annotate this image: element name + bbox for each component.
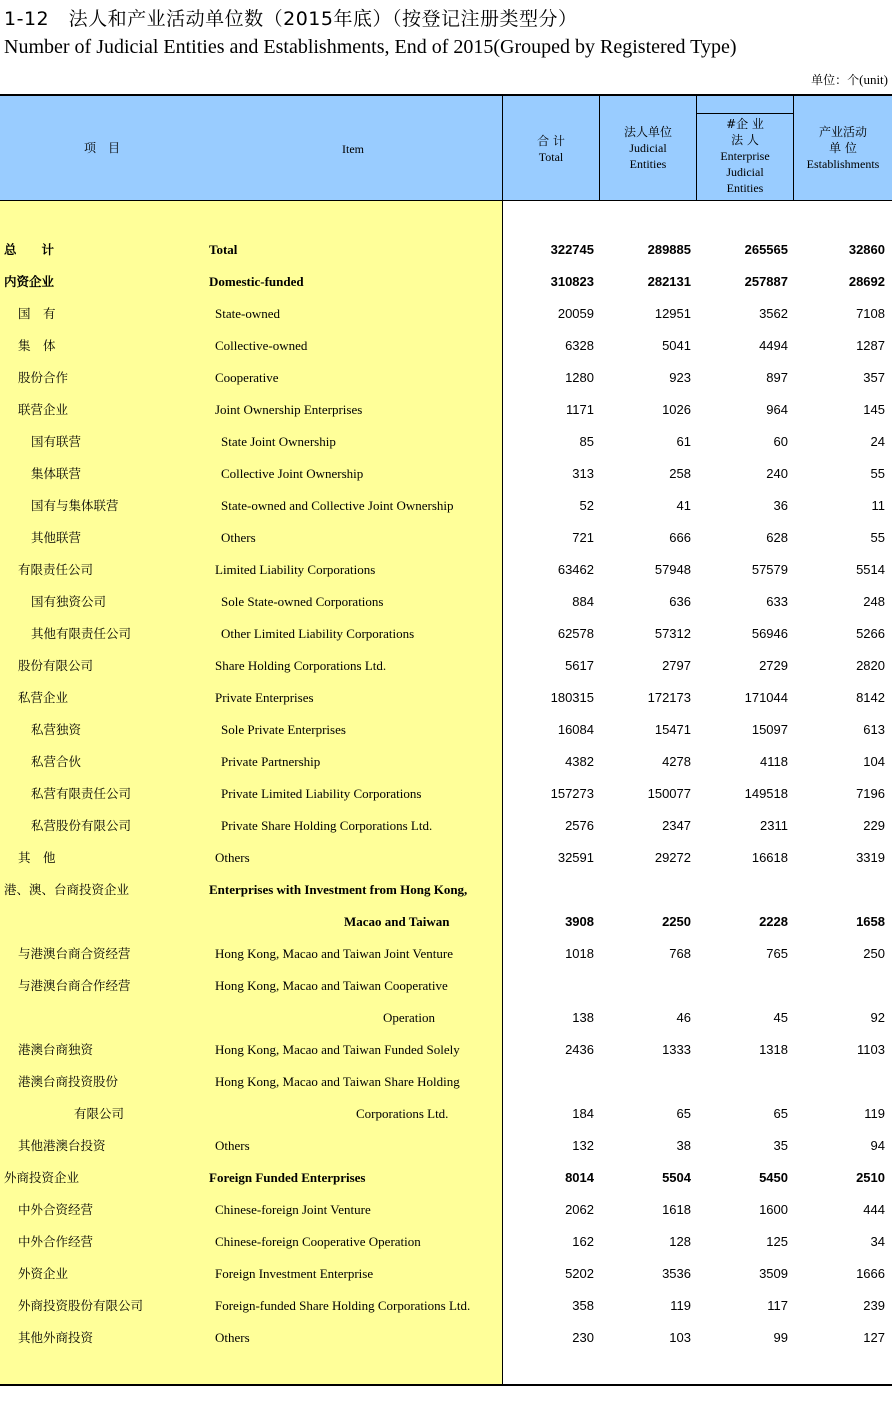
header-item-cn: 项 目 <box>84 141 121 155</box>
cell-judicial: 57948 <box>654 562 691 577</box>
table-row <box>0 1002 892 1034</box>
table-row <box>0 298 892 330</box>
cell-total: 1018 <box>565 946 594 961</box>
header-judicial-en2: Entities <box>629 157 667 171</box>
cell-establishments: 104 <box>863 754 885 769</box>
row-label-en: State-owned and Collective Joint Ownership <box>221 498 454 513</box>
cell-total: 8014 <box>565 1170 594 1185</box>
cell-enterprise: 60 <box>773 434 788 449</box>
row-label-cn: 总 计 <box>4 242 55 257</box>
table-row <box>0 1098 892 1130</box>
cell-enterprise: 4118 <box>760 754 788 769</box>
table-row <box>0 682 892 714</box>
row-label-en: Others <box>215 850 250 865</box>
table-row <box>0 234 892 266</box>
row-label-cn: 港、澳、台商投资企业 <box>4 882 130 897</box>
cell-judicial: 258 <box>669 466 691 481</box>
cell-judicial: 61 <box>676 434 691 449</box>
header-judicial-label <box>600 124 696 172</box>
header-establishments-label <box>794 124 892 172</box>
cell-total: 3908 <box>565 914 594 929</box>
cell-judicial: 65 <box>676 1106 691 1121</box>
table-row <box>0 714 892 746</box>
cell-judicial: 3536 <box>662 1266 691 1281</box>
header-total-cell <box>503 96 600 201</box>
cell-total: 310823 <box>550 274 594 289</box>
cell-total: 180315 <box>550 690 594 705</box>
cell-establishments: 8142 <box>856 690 885 705</box>
cell-judicial: 103 <box>669 1330 691 1345</box>
cell-establishments: 24 <box>870 434 885 449</box>
table-row <box>0 362 892 394</box>
row-label-cn: 其他联营 <box>31 530 82 545</box>
cell-judicial: 666 <box>669 530 691 545</box>
row-label-cn: 其他外商投资 <box>18 1330 94 1345</box>
row-label-en: Others <box>221 530 256 545</box>
table-row <box>0 490 892 522</box>
table-row <box>0 426 892 458</box>
cell-judicial: 2797 <box>662 658 691 673</box>
row-label-cn: 外商投资股份有限公司 <box>18 1298 144 1313</box>
cell-establishments: 119 <box>864 1106 885 1121</box>
cell-establishments: 1658 <box>856 914 885 929</box>
row-label-en: Collective Joint Ownership <box>221 466 364 481</box>
cell-establishments: 613 <box>863 722 885 737</box>
row-label-cn: 国 有 <box>18 306 56 321</box>
row-label-cn: 港澳台商独资 <box>18 1042 94 1057</box>
cell-judicial: 5504 <box>662 1170 691 1185</box>
cell-judicial: 768 <box>669 946 691 961</box>
header-enterprise-en2: Judicial <box>726 165 764 179</box>
row-label-en: Foreign Investment Enterprise <box>215 1266 374 1281</box>
table-row <box>0 618 892 650</box>
row-label-en: Collective-owned <box>215 338 308 353</box>
cell-judicial: 2250 <box>662 914 691 929</box>
cell-judicial: 29272 <box>654 850 691 865</box>
cell-total: 1280 <box>565 370 594 385</box>
row-label-cn: 有限责任公司 <box>18 562 94 577</box>
row-label-en: Others <box>215 1138 250 1153</box>
cell-judicial: 57312 <box>654 626 691 641</box>
cell-establishments: 55 <box>870 466 885 481</box>
cell-judicial: 1333 <box>662 1042 691 1057</box>
cell-judicial: 1026 <box>662 402 691 417</box>
row-label-cn: 集 体 <box>18 338 56 353</box>
cell-judicial: 172173 <box>647 690 691 705</box>
header-judicial-cell <box>600 96 697 201</box>
row-label-cn: 中外合作经营 <box>18 1234 94 1249</box>
cell-enterprise: 3509 <box>759 1266 788 1281</box>
row-label-cn: 其他有限责任公司 <box>31 626 132 641</box>
cell-judicial: 150077 <box>647 786 691 801</box>
cell-enterprise: 3562 <box>759 306 788 321</box>
cell-establishments: 127 <box>863 1330 885 1345</box>
cell-establishments: 2510 <box>856 1170 885 1185</box>
cell-enterprise: 171044 <box>744 690 788 705</box>
cell-establishments: 55 <box>870 530 885 545</box>
header-enterprise-spacer <box>697 96 794 113</box>
cell-establishments: 5266 <box>856 626 885 641</box>
cell-judicial: 128 <box>669 1234 691 1249</box>
cell-enterprise: 15097 <box>751 722 788 737</box>
cell-enterprise: 5450 <box>759 1170 788 1185</box>
row-label-cn: 外资企业 <box>18 1266 69 1281</box>
cell-establishments: 2820 <box>856 658 885 673</box>
row-label-cn: 股份有限公司 <box>18 658 94 673</box>
table-row <box>0 970 892 1002</box>
cell-judicial: 38 <box>676 1138 691 1153</box>
cell-total: 1171 <box>566 402 594 417</box>
row-label-en: Chinese-foreign Cooperative Operation <box>215 1234 421 1249</box>
row-label-en: Operation <box>383 1010 435 1025</box>
row-label-cn: 私营有限责任公司 <box>31 786 132 801</box>
row-label-en: Others <box>215 1330 250 1345</box>
table-row <box>0 1322 892 1354</box>
cell-establishments: 1103 <box>857 1042 885 1057</box>
table-row <box>0 266 892 298</box>
row-label-cn: 私营合伙 <box>31 754 82 769</box>
row-label-en: Joint Ownership Enterprises <box>215 402 363 417</box>
cell-establishments: 7196 <box>856 786 885 801</box>
header-enterprise-cell <box>697 113 794 201</box>
cell-judicial: 119 <box>670 1298 691 1313</box>
row-label-cn: 外商投资企业 <box>4 1170 80 1185</box>
cell-enterprise: 2311 <box>760 818 788 833</box>
cell-establishments: 229 <box>863 818 885 833</box>
cell-total: 52 <box>579 498 594 513</box>
cell-enterprise: 265565 <box>744 242 788 257</box>
table-row <box>0 1226 892 1258</box>
row-label-en: State Joint Ownership <box>221 434 336 449</box>
cell-enterprise: 964 <box>766 402 788 417</box>
row-label-cn: 私营股份有限公司 <box>31 818 132 833</box>
cell-judicial: 282131 <box>647 274 691 289</box>
table-row <box>0 586 892 618</box>
row-label-en: Corporations Ltd. <box>356 1106 449 1121</box>
row-label-en: Private Partnership <box>221 754 321 769</box>
cell-total: 157273 <box>550 786 594 801</box>
cell-establishments: 34 <box>870 1234 885 1249</box>
row-label-en: Share Holding Corporations Ltd. <box>215 658 387 673</box>
row-label-cn: 港澳台商投资股份 <box>18 1074 119 1089</box>
row-label-cn: 其 他 <box>18 850 56 865</box>
row-label-cn: 私营独资 <box>31 722 82 737</box>
cell-judicial: 636 <box>669 594 691 609</box>
cell-enterprise: 1600 <box>759 1202 788 1217</box>
row-label-cn: 与港澳台商合资经营 <box>18 946 131 961</box>
cell-establishments: 1287 <box>856 338 885 353</box>
cell-enterprise: 633 <box>766 594 788 609</box>
page-title-cn: 1-12 法人和产业活动单位数（2015年底）（按登记注册类型分） <box>4 8 578 30</box>
cell-enterprise: 628 <box>766 530 788 545</box>
row-label-en: Limited Liability Corporations <box>215 562 376 577</box>
cell-total: 20059 <box>557 306 594 321</box>
header-establishments-cn1: 产业活动 <box>818 125 867 139</box>
cell-enterprise: 1318 <box>759 1042 788 1057</box>
row-label-en: Hong Kong, Macao and Taiwan Funded Solely <box>215 1042 460 1057</box>
table-row <box>0 650 892 682</box>
table-row <box>0 906 892 938</box>
cell-enterprise: 65 <box>773 1106 788 1121</box>
cell-total: 63462 <box>557 562 594 577</box>
unit-label-en: (unit) <box>859 72 888 87</box>
cell-establishments: 92 <box>870 1010 885 1025</box>
row-label-cn: 中外合资经营 <box>18 1202 94 1217</box>
table-row <box>0 1066 892 1098</box>
row-label-en: Total <box>209 242 238 257</box>
row-label-cn: 联营企业 <box>18 402 69 417</box>
cell-establishments: 444 <box>863 1202 885 1217</box>
cell-enterprise: 765 <box>766 946 788 961</box>
header-item-en: Item <box>342 142 364 156</box>
header-total-en: Total <box>538 150 564 164</box>
cell-establishments: 5514 <box>856 562 885 577</box>
table-row <box>0 1130 892 1162</box>
header-total-cn: 合 计 <box>537 134 565 148</box>
row-label-en: Hong Kong, Macao and Taiwan Cooperative <box>215 978 448 993</box>
table-row <box>0 554 892 586</box>
cell-establishments: 28692 <box>848 274 885 289</box>
table-row <box>0 1258 892 1290</box>
row-label-en: Chinese-foreign Joint Venture <box>215 1202 371 1217</box>
cell-judicial: 5041 <box>662 338 691 353</box>
unit-label-cn: 单位：个 <box>811 73 860 87</box>
table-row <box>0 522 892 554</box>
header-judicial-en1: Judicial <box>629 141 667 155</box>
row-label-cn: 内资企业 <box>4 274 55 289</box>
header-establishments-cn2: 单 位 <box>829 141 857 155</box>
row-label-en: Private Limited Liability Corporations <box>221 786 422 801</box>
cell-judicial: 46 <box>676 1010 691 1025</box>
cell-total: 2576 <box>565 818 594 833</box>
cell-total: 230 <box>572 1330 594 1345</box>
table-row <box>0 1034 892 1066</box>
table-row <box>0 810 892 842</box>
cell-establishments: 11 <box>871 498 885 513</box>
cell-establishments: 94 <box>870 1138 885 1153</box>
cell-total: 138 <box>572 1010 594 1025</box>
cell-total: 358 <box>572 1298 594 1313</box>
header-establishments-cell <box>794 96 892 201</box>
row-label-cn: 股份合作 <box>18 370 69 385</box>
row-label-cn: 国有联营 <box>31 434 82 449</box>
row-label-en: Foreign-funded Share Holding Corporations Ltd. <box>215 1298 471 1313</box>
cell-total: 132 <box>572 1138 594 1153</box>
cell-enterprise: 117 <box>767 1298 788 1313</box>
cell-enterprise: 36 <box>773 498 788 513</box>
cell-establishments: 250 <box>863 946 885 961</box>
cell-judicial: 289885 <box>647 242 691 257</box>
cell-total: 2062 <box>565 1202 594 1217</box>
row-label-cn: 有限公司 <box>74 1106 125 1121</box>
table-row <box>0 746 892 778</box>
cell-total: 85 <box>579 434 594 449</box>
cell-enterprise: 56946 <box>751 626 788 641</box>
row-label-en: State-owned <box>215 306 280 321</box>
table-row <box>0 938 892 970</box>
cell-judicial: 41 <box>676 498 691 513</box>
table-row <box>0 458 892 490</box>
row-label-en: Other Limited Liability Corporations <box>221 626 415 641</box>
cell-enterprise: 35 <box>773 1138 788 1153</box>
header-enterprise-en3: Entities <box>726 181 764 195</box>
row-label-cn: 私营企业 <box>18 690 69 705</box>
row-label-cn: 集体联营 <box>31 466 82 481</box>
page-title-en: Number of Judicial Entities and Establishments, End of 2015(Grouped by Registered Type) <box>4 36 737 58</box>
cell-enterprise: 257887 <box>744 274 788 289</box>
cell-judicial: 4278 <box>662 754 691 769</box>
row-label-en: Enterprises with Investment from Hong Kong, <box>209 882 468 897</box>
row-label-en: Sole State-owned Corporations <box>221 594 384 609</box>
header-enterprise-label <box>697 116 793 196</box>
table-row <box>0 1194 892 1226</box>
cell-enterprise: 240 <box>766 466 788 481</box>
cell-total: 5617 <box>565 658 594 673</box>
cell-establishments: 32860 <box>848 242 885 257</box>
row-label-en: Cooperative <box>215 370 279 385</box>
cell-establishments: 145 <box>863 402 885 417</box>
cell-judicial: 1618 <box>662 1202 691 1217</box>
header-enterprise-cn2: 法 人 <box>731 133 759 147</box>
table-row <box>0 778 892 810</box>
cell-total: 62578 <box>557 626 594 641</box>
table-row <box>0 394 892 426</box>
table-row <box>0 842 892 874</box>
cell-total: 16084 <box>557 722 594 737</box>
row-label-en: Private Enterprises <box>215 690 314 705</box>
header-total-label <box>503 133 599 165</box>
cell-total: 322745 <box>550 242 594 257</box>
table-row <box>0 1290 892 1322</box>
row-label-en: Macao and Taiwan <box>344 914 450 929</box>
cell-total: 5202 <box>565 1266 594 1281</box>
cell-total: 313 <box>572 466 594 481</box>
cell-enterprise: 57579 <box>751 562 788 577</box>
cell-total: 2436 <box>565 1042 594 1057</box>
cell-establishments: 239 <box>863 1298 885 1313</box>
cell-total: 32591 <box>557 850 594 865</box>
cell-judicial: 2347 <box>662 818 691 833</box>
cell-enterprise: 2729 <box>759 658 788 673</box>
cell-enterprise: 16618 <box>751 850 788 865</box>
cell-establishments: 248 <box>863 594 885 609</box>
cell-total: 162 <box>572 1234 594 1249</box>
header-item-cell <box>0 96 503 201</box>
row-label-en: Private Share Holding Corporations Ltd. <box>221 818 433 833</box>
header-establishments-en: Establishments <box>806 157 880 171</box>
cell-judicial: 12951 <box>654 306 691 321</box>
cell-total: 6328 <box>565 338 594 353</box>
cell-enterprise: 45 <box>773 1010 788 1025</box>
table-row <box>0 1162 892 1194</box>
row-label-cn: 与港澳台商合作经营 <box>18 978 131 993</box>
unit-label <box>811 71 888 88</box>
cell-enterprise: 4494 <box>759 338 788 353</box>
cell-total: 4382 <box>565 754 594 769</box>
row-label-en: Foreign Funded Enterprises <box>209 1170 366 1185</box>
cell-enterprise: 2228 <box>759 914 788 929</box>
table-bottom-rule <box>0 1384 892 1386</box>
cell-total: 884 <box>572 594 594 609</box>
cell-total: 184 <box>572 1106 594 1121</box>
row-label-en: Domestic-funded <box>209 274 304 289</box>
table-row <box>0 330 892 362</box>
cell-judicial: 15471 <box>654 722 691 737</box>
header-judicial-cn: 法人单位 <box>623 125 672 139</box>
header-enterprise-cn1: #企 业 <box>726 117 764 131</box>
cell-establishments: 3319 <box>856 850 885 865</box>
cell-enterprise: 149518 <box>744 786 788 801</box>
cell-enterprise: 897 <box>766 370 788 385</box>
row-label-en: Hong Kong, Macao and Taiwan Share Holding <box>215 1074 460 1089</box>
header-enterprise-en1: Enterprise <box>720 149 770 163</box>
cell-judicial: 923 <box>669 370 691 385</box>
row-label-cn: 国有与集体联营 <box>31 498 119 513</box>
cell-establishments: 357 <box>863 370 885 385</box>
row-label-cn: 国有独资公司 <box>31 594 107 609</box>
row-label-en: Hong Kong, Macao and Taiwan Joint Venture <box>215 946 453 961</box>
table-row <box>0 874 892 906</box>
cell-total: 721 <box>572 530 594 545</box>
cell-establishments: 7108 <box>856 306 885 321</box>
row-label-en: Sole Private Enterprises <box>221 722 346 737</box>
cell-enterprise: 99 <box>773 1330 788 1345</box>
row-label-cn: 其他港澳台投资 <box>18 1138 106 1153</box>
cell-establishments: 1666 <box>856 1266 885 1281</box>
cell-enterprise: 125 <box>766 1234 788 1249</box>
